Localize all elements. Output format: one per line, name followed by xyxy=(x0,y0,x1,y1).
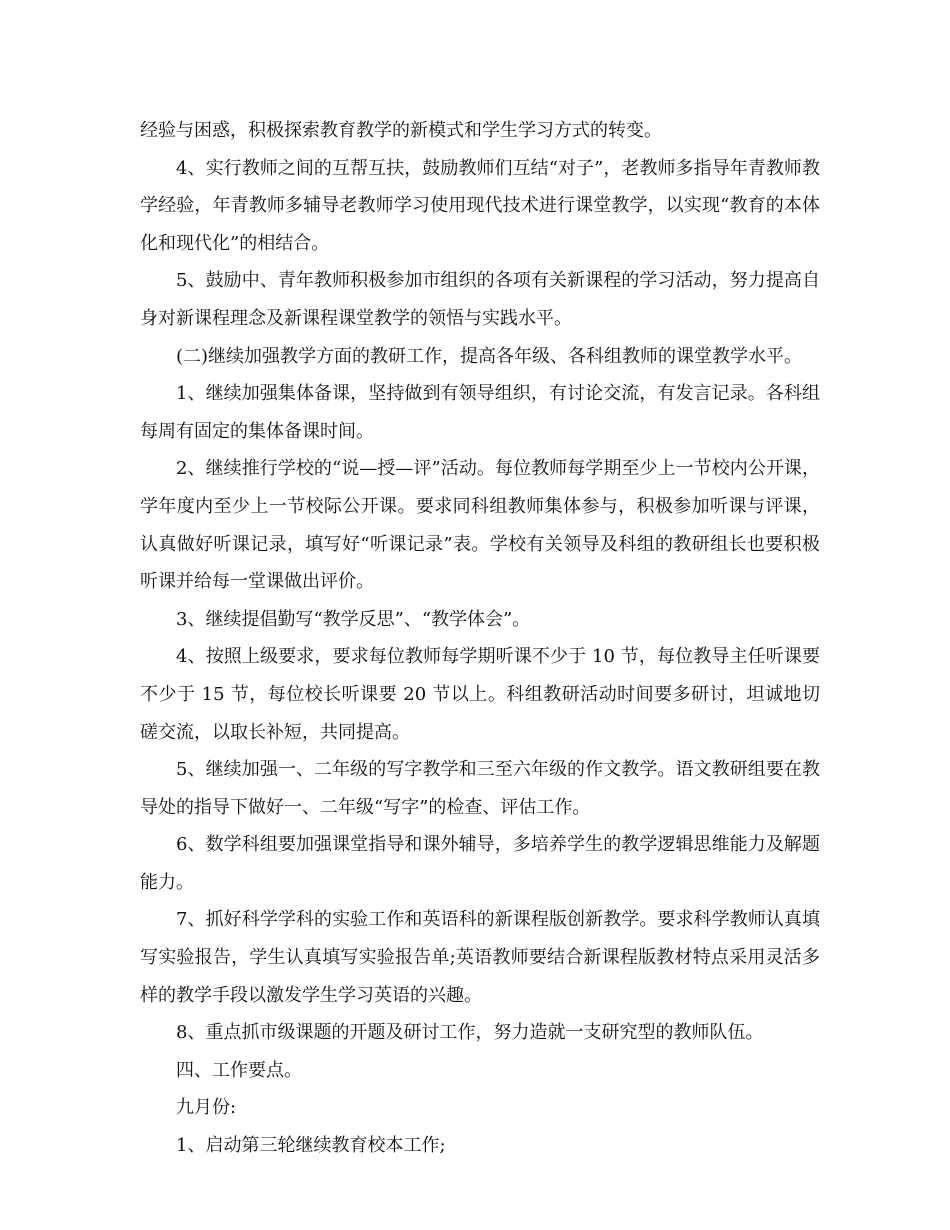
month-heading: 九月份: xyxy=(176,1097,237,1119)
paragraph-11: 7、抓好科学学科的实验工作和英语科的新课程版创新教学。要求科学教师认真填写实验报告，学生认真填写实验报告单;英语教师要结合新课程版教材特点采用灵活多样的教学手段以激发学生学习英语的兴趣。 xyxy=(140,909,820,1006)
paragraph-7: 3、继续提倡勤写“教学反思”、“教学体会”。 xyxy=(176,608,531,630)
paragraph-2: 4、实行教师之间的互帮互扶，鼓励教师们互结“对子”，老教师多指导年青教师教学经验，年青教师多辅导老教师学习使用现代技术进行课堂教学，以实现“教育的本体化和现代化”的相结合。 xyxy=(140,157,820,254)
list-item: 1、启动第三轮继续教育校本工作; xyxy=(176,1135,446,1157)
paragraph-3: 5、鼓励中、青年教师积极参加市组织的各项有关新课程的学习活动，努力提高自身对新课程理念及新课程课堂教学的领悟与实践水平。 xyxy=(140,270,820,329)
paragraph-8: 4、按照上级要求，要求每位教师每学期听课不少于 10 节，每位教导主任听课要不少于 15 节，每位校长听课要 20 节以上。科组教研活动时间要多研讨，坦诚地切磋交流，以取长补短，共同提高。 xyxy=(140,646,820,743)
paragraph-5: 1、继续加强集体备课，坚持做到有领导组织，有讨论交流，有发言记录。各科组每周有固定的集体备课时间。 xyxy=(140,383,820,442)
paragraph-9: 5、继续加强一、二年级的写字教学和三至六年级的作文教学。语文教研组要在教导处的指导下做好一、二年级“写字”的检查、评估工作。 xyxy=(140,759,820,818)
paragraph-6: 2、继续推行学校的“说—授—评”活动。每位教师每学期至少上一节校内公开课，学年度内至少上一节校际公开课。要求同科组教师集体参与，积极参加听课与评课，认真做好听课记录，填写好“听课记录”表。学校有关领导及科组的教研组长也要积极听课并给每一堂课做出评价。 xyxy=(140,458,820,593)
paragraph-10: 6、数学科组要加强课堂指导和课外辅导，多培养学生的教学逻辑思维能力及解题能力。 xyxy=(140,834,820,893)
paragraph-1: 经验与困惑，积极探索教育教学的新模式和学生学习方式的转变。 xyxy=(140,120,662,141)
document-body xyxy=(140,112,820,1165)
section-heading-work-points: 四、工作要点。 xyxy=(176,1059,302,1081)
section-heading: (二)继续加强教学方面的教研工作，提高各年级、各科组教师的课堂教学水平。 xyxy=(176,345,803,367)
paragraph-12: 8、重点抓市级课题的开题及研讨工作，努力造就一支研究型的教师队伍。 xyxy=(176,1022,764,1044)
